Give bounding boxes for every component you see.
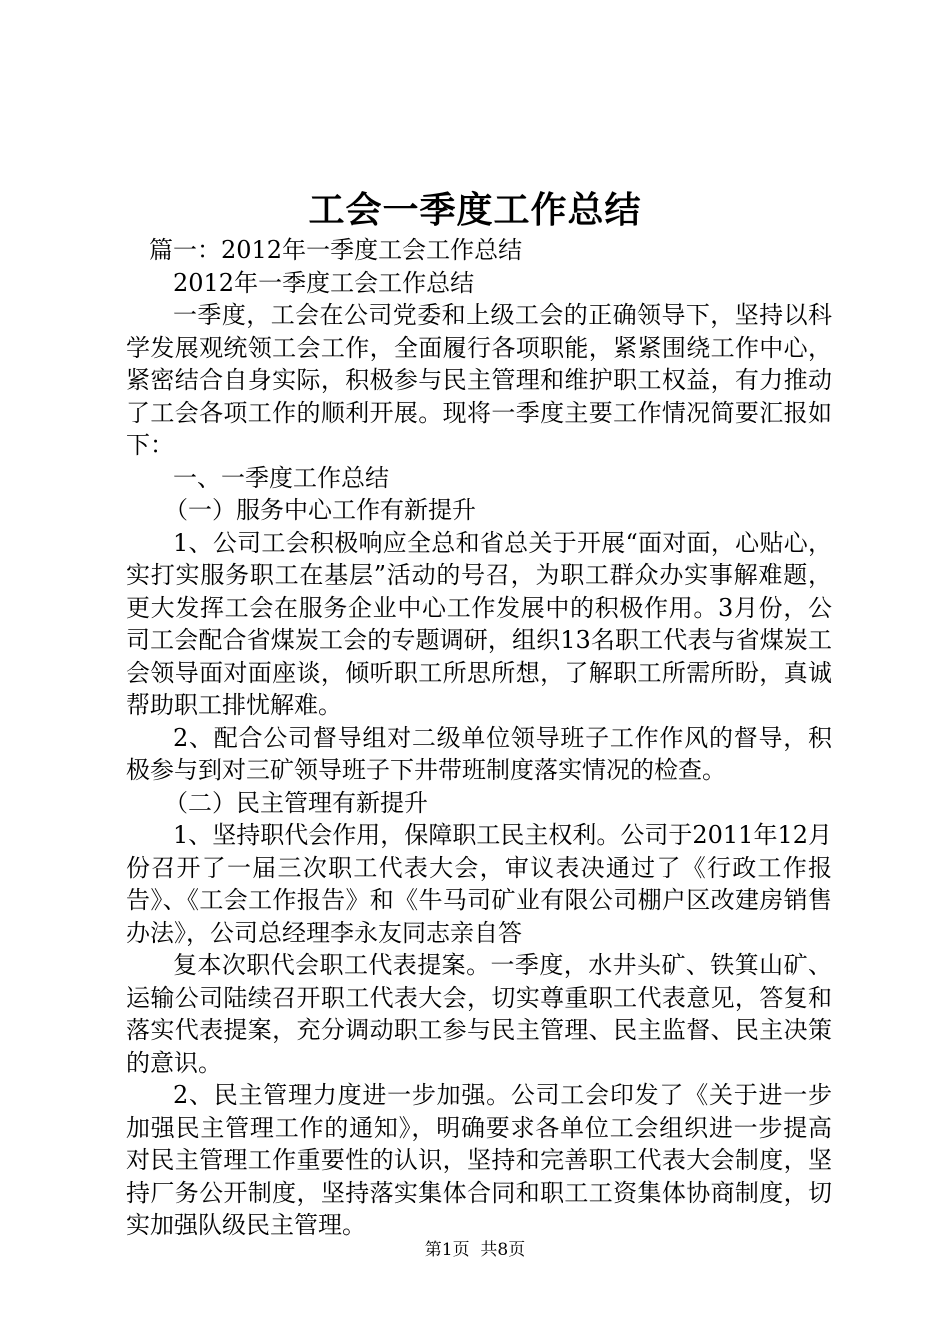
paragraph-democracy-item-2: 2、民主管理力度进一步加强。公司工会印发了《关于进一步加强民主管理工作的通知》，明确要求各单位工会组织进一步提高对民主管理工作重要性的认识，坚持和完善职工代表大会制度，坚持厂务公开制度，坚持落实集体合同和职工工资集体协商制度，切实加强队级民主管理。: [126, 1081, 832, 1239]
paragraph-democracy-item-1: 1、坚持职代会作用，保障职工民主权利。公司于2011年12月份召开了一届三次职工代表大会，审议表决通过了《行政工作报告》、《工会工作报告》和《牛马司矿业有限公司棚户区改建房销售办法》，公司总经理李永友同志亲自答: [126, 821, 832, 947]
page-total: 共8页: [480, 1240, 526, 1260]
paragraph-intro: 一季度，工会在公司党委和上级工会的正确领导下，坚持以科学发展观统领工会工作，全面履行各项职能，紧紧围绕工作中心，紧密结合自身实际，积极参与民主管理和维护职工权益，有力推动了工会各项工作的顺利开展。现将一季度主要工作情况简要汇报如下：: [126, 301, 832, 459]
paragraph-part-heading: 篇一：2012年一季度工会工作总结: [149, 236, 523, 264]
document-title: 工会一季度工作总结: [308, 189, 642, 231]
paragraph-subtitle: 2012年一季度工会工作总结: [173, 268, 475, 297]
subsection-heading-democracy: （二）民主管理有新提升: [164, 788, 428, 817]
page-footer: [0, 1238, 950, 1262]
paragraph-service-item-2: 2、配合公司督导组对二级单位领导班子工作作风的督导，积极参与到对三矿领导班子下井带班制度落实情况的检查。: [126, 723, 832, 784]
page-number: 第1页: [424, 1240, 470, 1260]
paragraph-democracy-item-1-cont: 复本次职代会职工代表提案。一季度，水井头矿、铁箕山矿、运输公司陆续召开职工代表大会，切实尊重职工代表意见，答复和落实代表提案，充分调动职工参与民主管理、民主监督、民主决策的意识。: [126, 951, 832, 1077]
paragraph-service-item-1: 1、公司工会积极响应全总和省总关于开展“面对面，心贴心，实打实服务职工在基层”活动的号召，为职工群众办实事解难题，更大发挥工会在服务企业中心工作发展中的积极作用。3月份，公司工会配合省煤炭工会的专题调研，组织13名职工代表与省煤炭工会领导面对面座谈，倾听职工所思所想，了解职工所需所盼，真诚帮助职工排忧解难。: [126, 528, 832, 719]
subsection-heading-service: （一）服务中心工作有新提升: [164, 496, 476, 524]
document-body: [126, 234, 832, 1242]
section-heading-summary: 一、一季度工作总结: [173, 463, 389, 492]
